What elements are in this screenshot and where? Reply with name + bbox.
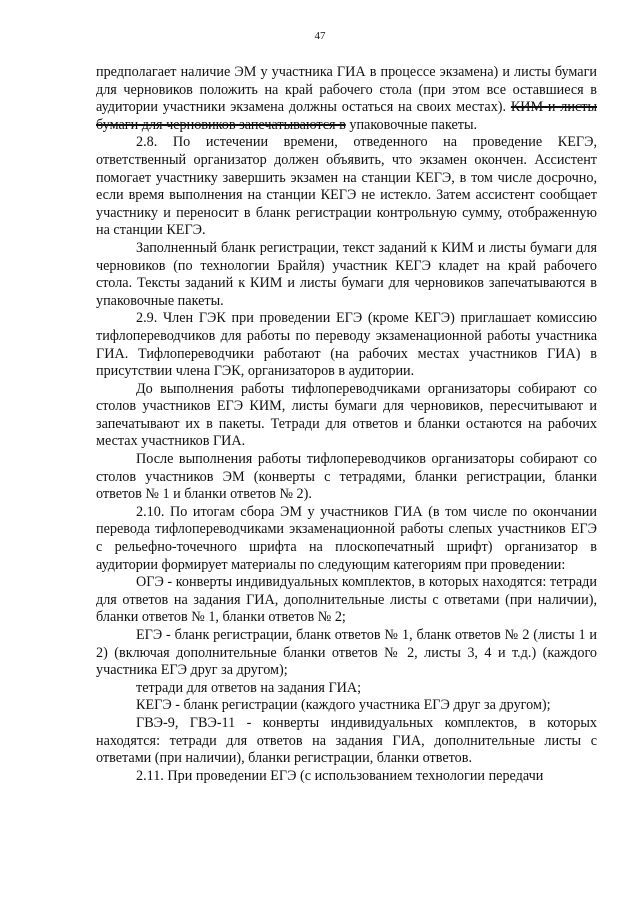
- paragraph-text: предполагает наличие ЭМ у участника ГИА в процессе экзамена) и листы бумаги для черновиков положить на край рабочего стола (при этом все оставшиеся в аудитории участники экзамена должны остаться на своих местах).: [96, 64, 597, 116]
- paragraph-text-after: упаковочные пакеты.: [345, 116, 478, 133]
- paragraph-2-10: 2.10. По итогам сбора ЭМ у участников ГИА (в том числе по окончании перевода тифлопереводчиками экзаменационной работы слепых участников ЕГЭ с рельефно-точечного шрифта на плоскопечатный шрифт) организатор в аудитории формирует материалы по следующим категориям при проведении:: [96, 503, 597, 573]
- paragraph-after-translation: После выполнения работы тифлопереводчиков организаторы собирают со столов участников ЭМ (конверты с тетрадями, бланки регистрации, бланки ответов № 1 и бланки ответов № 2).: [96, 451, 597, 503]
- paragraph-kege: КЕГЭ - бланк регистрации (каждого участника ЕГЭ друг за другом);: [136, 697, 551, 714]
- paragraph-ege: ЕГЭ - бланк регистрации, бланк ответов № 1, бланк ответов № 2 (листы 1 и 2) (включая дополнительные бланки ответов № 2, листы 3, 4 и т.д.) (каждого участника ЕГЭ друг за другом);: [96, 627, 597, 679]
- document-body: [96, 64, 597, 785]
- paragraph-notebooks: тетради для ответов на задания ГИА;: [136, 679, 362, 696]
- paragraph-2-8: 2.8. По истечении времени, отведенного на проведение КЕГЭ, ответственный организатор должен объявить, что экзамен окончен. Ассистент помогает участнику завершить экзамен на станции КЕГЭ, в том числе досрочно, если время выполнения на станции КЕГЭ не истекло. Затем ассистент сообщает участнику и переносит в бланк регистрации контрольную сумму, отображенную на станции КЕГЭ.: [96, 134, 597, 239]
- paragraph-gve: ГВЭ-9, ГВЭ-11 - конверты индивидуальных комплектов, в которых находятся: тетради для ответов на задания ГИА, дополнительные листы с ответами (при наличии), бланки регистрации, бланки ответов.: [96, 714, 597, 767]
- paragraph-2-11: 2.11. При проведении ЕГЭ (с использованием технологии передачи: [136, 767, 544, 784]
- paragraph-before-translation: До выполнения работы тифлопереводчиками организаторы собирают со столов участников ЕГЭ КИМ, листы бумаги для черновиков, пересчитывают и запечатывают их в пакеты. Тетради для ответов и бланки остаются на рабочих местах участников ГИА.: [96, 380, 597, 450]
- paragraph-oge: ОГЭ - конверты индивидуальных комплектов, в которых находятся: тетради для ответов на задания ГИА, дополнительные листы с ответами (при наличии), бланки ответов № 1, бланки ответов № 2;: [96, 574, 597, 626]
- paragraph-filled-form: Заполненный бланк регистрации, текст заданий к КИМ и листы бумаги для черновиков (по технологии Брайля) участник КЕГЭ кладет на край рабочего стола. Тексты заданий к КИМ и листы бумаги для черновиков запечатываются в упаковочные пакеты.: [96, 239, 597, 309]
- paragraph-continuation: [96, 64, 597, 134]
- paragraph-2-9: 2.9. Член ГЭК при проведении ЕГЭ (кроме КЕГЭ) приглашает комиссию тифлопереводчиков для работы по переводу экзаменационной работы участника ГИА. Тифлопереводчики работают (на рабочих местах участников ГИА) в присутствии члена ГЭК, организаторов в аудитории.: [96, 310, 597, 380]
- page-number: 47: [314, 30, 326, 42]
- struck-text: КИМ и листы бумаги для черновиков запечатываются в: [96, 99, 597, 133]
